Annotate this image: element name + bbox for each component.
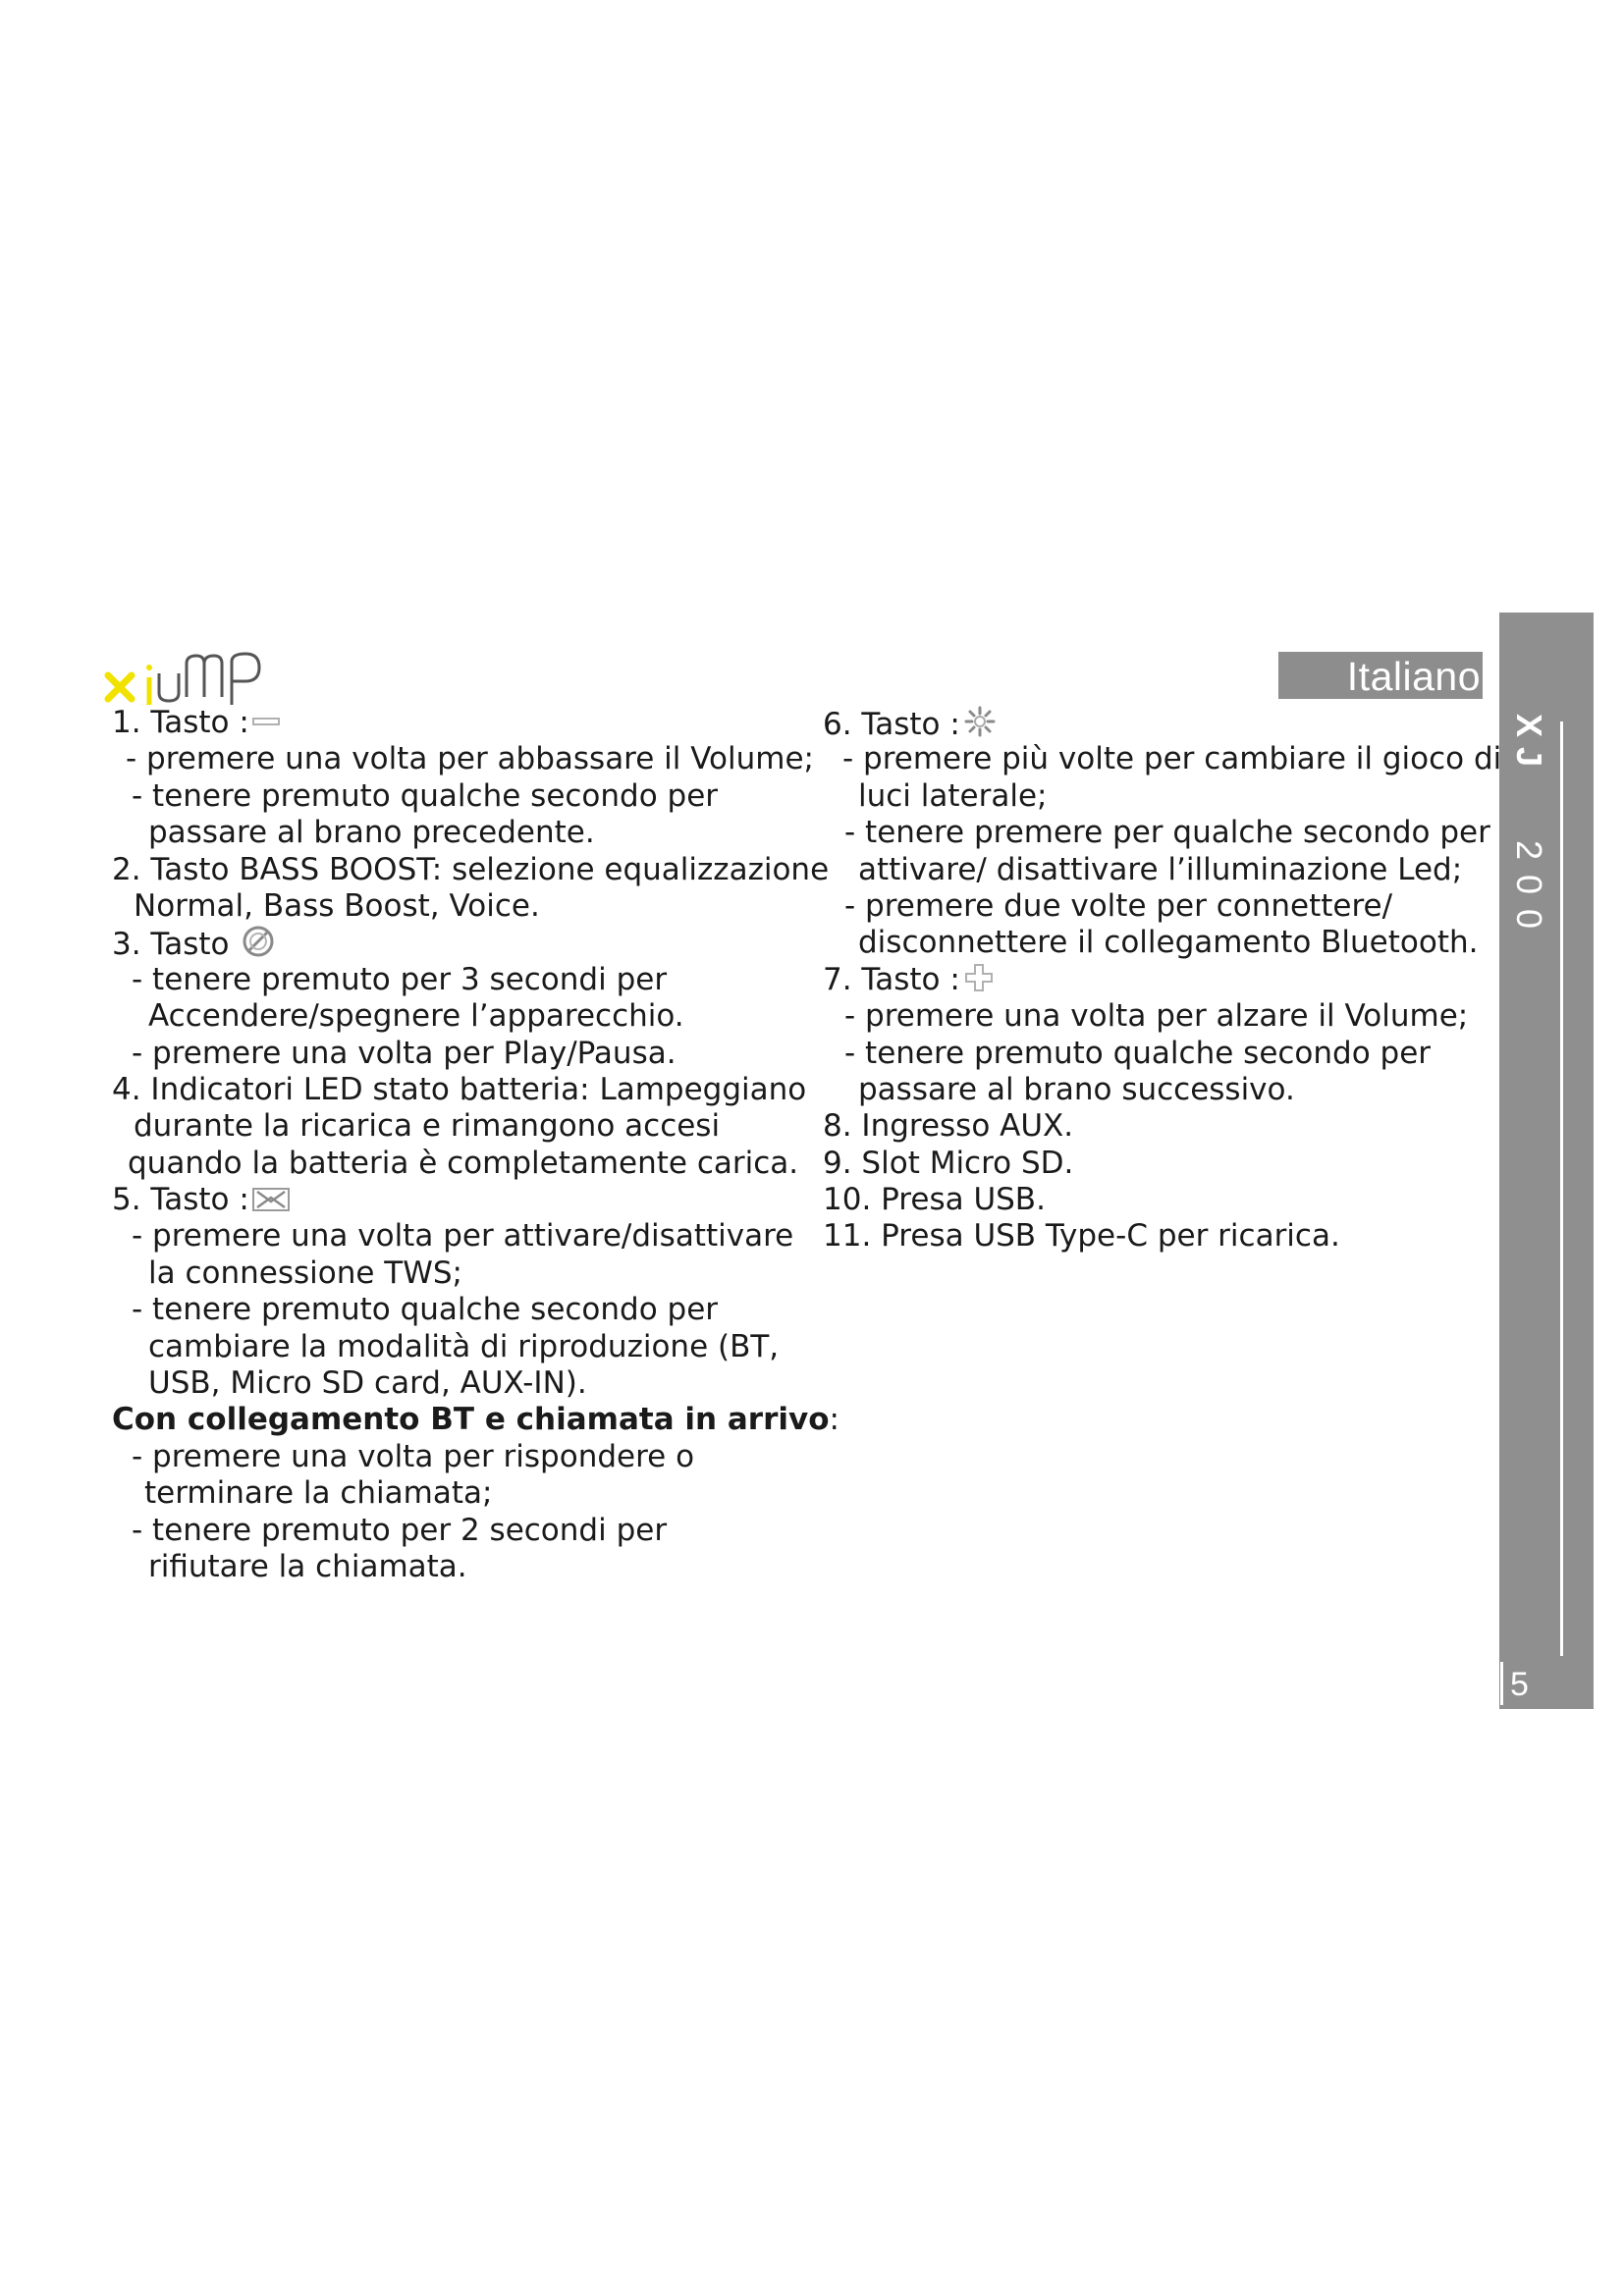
list-item: USB, Micro SD card, AUX-IN). [148,1365,587,1402]
minus-icon [251,711,281,736]
list-item: - premere una volta per alzare il Volume; [844,998,1469,1035]
band-rule [1560,721,1563,1656]
instructions-right [823,705,1501,1255]
model-letter: J [1509,746,1549,768]
list-item: luci laterale; [858,777,1048,814]
page-number: 5 [1510,1666,1529,1703]
model-digit: 0 [1509,874,1549,895]
instructions-left [110,705,839,1585]
list-item: - premere una volta per rispondere o [132,1438,695,1474]
list-item: 2. Tasto BASS BOOST: selezione equalizzazione [112,851,830,887]
list-item: - premere una volta per abbassare il Volume; [126,741,814,777]
list-item: quando la batteria è completamente carica. [128,1145,799,1181]
list-item: cambiare la modalità di riproduzione (BT, [148,1328,780,1364]
model-digit: 0 [1509,908,1549,930]
list-item: 8. Ingresso AUX. [823,1108,1074,1145]
list-item: - tenere premuto qualche secondo per [132,777,719,814]
list-item: passare al brano successivo. [858,1071,1295,1107]
list-item: Accendere/spegnere l’apparecchio. [148,998,684,1035]
list-item: 9. Slot Micro SD. [823,1145,1074,1181]
list-item: 6. Tasto : [823,705,1501,741]
light-icon [962,705,998,738]
list-item: 5. Tasto : [110,1182,839,1218]
list-item: rifiutare la chiamata. [148,1548,467,1584]
list-item: 7. Tasto : [823,962,1501,998]
list-item: disconnettere il collegamento Bluetooth. [858,925,1479,961]
list-item: - tenere premuto per 3 secondi per [132,961,668,997]
list-item: - premere più volte per cambiare il gioco di [842,741,1502,777]
tws-icon [251,1186,291,1213]
section-heading: Con collegamento BT e chiamata in arrivo: [112,1402,839,1438]
page-bar [1500,1662,1503,1705]
side-band [1499,613,1594,1709]
list-item: - tenere premuto qualche secondo per [844,1035,1432,1071]
list-item: - tenere premere per qualche secondo per [844,815,1490,851]
plus-icon [962,962,996,993]
xjump-logo [102,638,279,705]
list-item: - premere due volte per connettere/ [844,887,1393,924]
power-icon [241,925,276,958]
list-item: 1. Tasto : [110,705,839,741]
list-item: 10. Presa USB. [823,1182,1046,1218]
list-item: durante la ricarica e rimangono accesi [134,1108,721,1145]
list-item: - premere una volta per Play/Pausa. [132,1035,677,1071]
model-letter: X [1509,713,1549,737]
list-item: Normal, Bass Boost, Voice. [134,887,540,924]
list-item: attivare/ disattivare l’illuminazione Led; [858,851,1463,887]
list-item: - tenere premuto per 2 secondi per [132,1512,668,1548]
list-item: 4. Indicatori LED stato batteria: Lampeggiano [112,1071,807,1107]
model-digit: 2 [1509,839,1549,861]
list-item: 11. Presa USB Type-C per ricarica. [823,1218,1340,1255]
list-item: 3. Tasto [110,925,839,961]
list-item: terminare la chiamata; [144,1475,493,1512]
list-item: passare al brano precedente. [148,815,595,851]
list-item: - premere una volta per attivare/disattivare [132,1218,794,1255]
list-item: la connessione TWS; [148,1255,463,1291]
list-item: - tenere premuto qualche secondo per [132,1292,719,1328]
language-tab: Italiano [1278,652,1483,699]
